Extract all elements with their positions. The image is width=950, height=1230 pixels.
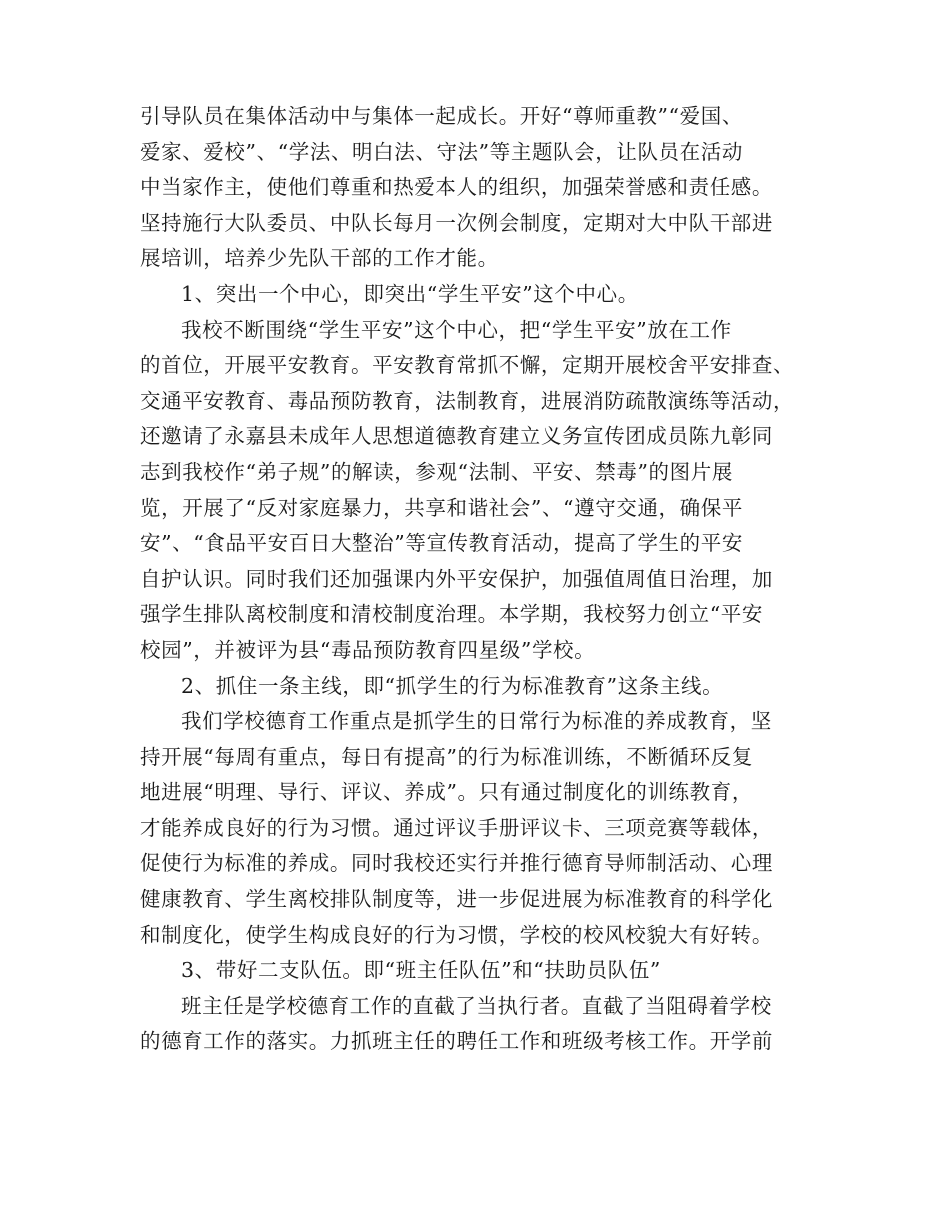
text-line: 的德育工作的落实。力抓班主任的聘任工作和班级考核工作。开学前 — [140, 1029, 773, 1054]
text-line: 才能养成良好的行为习惯。通过评议手册评议卡、三项竞赛等载体， — [140, 815, 773, 840]
document-body — [140, 99, 830, 1060]
section-heading: 1、突出一个中心，即突出“学生平安”这个中心。 — [181, 281, 639, 306]
paragraph-start-line: 我们学校德育工作重点是抓学生的日常行为标准的养成教育，坚 — [181, 709, 772, 734]
section-heading: 3、带好二支队伍。即“班主任队伍”和“扶助员队伍” — [181, 958, 661, 983]
text-line: 还邀请了永嘉县未成年人思想道德教育建立义务宣传团成员陈九彰同 — [140, 424, 773, 449]
section-heading: 2、抓住一条主线，即“抓学生的行为标准教育”这条主线。 — [181, 673, 724, 698]
text-line: 爱家、爱校”、“学法、明白法、守法”等主题队会，让队员在活动 — [140, 139, 743, 164]
text-line: 自护认识。同时我们还加强课内外平安保护，加强值周值日治理，加 — [140, 566, 773, 591]
paragraph-start-line: 班主任是学校德育工作的直截了当执行者。直截了当阻碍着学校 — [181, 993, 772, 1018]
text-line: 的首位，开展平安教育。平安教育常抓不懈，定期开展校舍平安排查、 — [140, 353, 795, 378]
text-line: 健康教育、学生离校排队制度等，进一步促进展为标准教育的科学化 — [140, 887, 773, 912]
text-line: 校园”，并被评为县“毒品预防教育四星级”学校。 — [140, 637, 596, 662]
text-line: 交通平安教育、毒品预防教育，法制教育，进展消防疏散演练等活动， — [140, 388, 795, 413]
text-line: 持开展“每周有重点，每日有提高”的行为标准训练，不断循环反复 — [140, 744, 753, 769]
text-line: 安”、“食品平安百日大整治”等宣传教育活动，提高了学生的平安 — [140, 531, 743, 556]
text-line: 坚持施行大队委员、中队长每月一次例会制度，定期对大中队干部进 — [140, 210, 773, 235]
text-line: 志到我校作“弟子规”的解读，参观“法制、平安、禁毒”的图片展 — [140, 459, 733, 484]
text-line: 和制度化，使学生构成良好的行为习惯，学校的校风校貌大有好转。 — [140, 922, 773, 947]
paragraph-start-line: 我校不断围绕“学生平安”这个中心，把“学生平安”放在工作 — [181, 317, 732, 342]
text-line: 地进展“明理、导行、评议、养成”。只有通过制度化的训练教育， — [140, 780, 753, 805]
text-line: 引导队员在集体活动中与集体一起成长。开好“尊师重教”“爱国、 — [140, 104, 743, 128]
text-line: 展培训，培养少先队干部的工作才能。 — [140, 246, 499, 271]
text-line: 览，开展了“反对家庭暴力，共享和谐社会”、“遵守交通，确保平 — [140, 495, 743, 520]
text-line: 强学生排队离校制度和清校制度治理。本学期，我校努力创立“平安 — [140, 602, 763, 627]
text-line: 促使行为标准的养成。同时我校还实行并推行德育导师制活动、心理 — [140, 851, 773, 876]
text-line: 中当家作主，使他们尊重和热爱本人的组织，加强荣誉感和责任感。 — [140, 175, 773, 200]
